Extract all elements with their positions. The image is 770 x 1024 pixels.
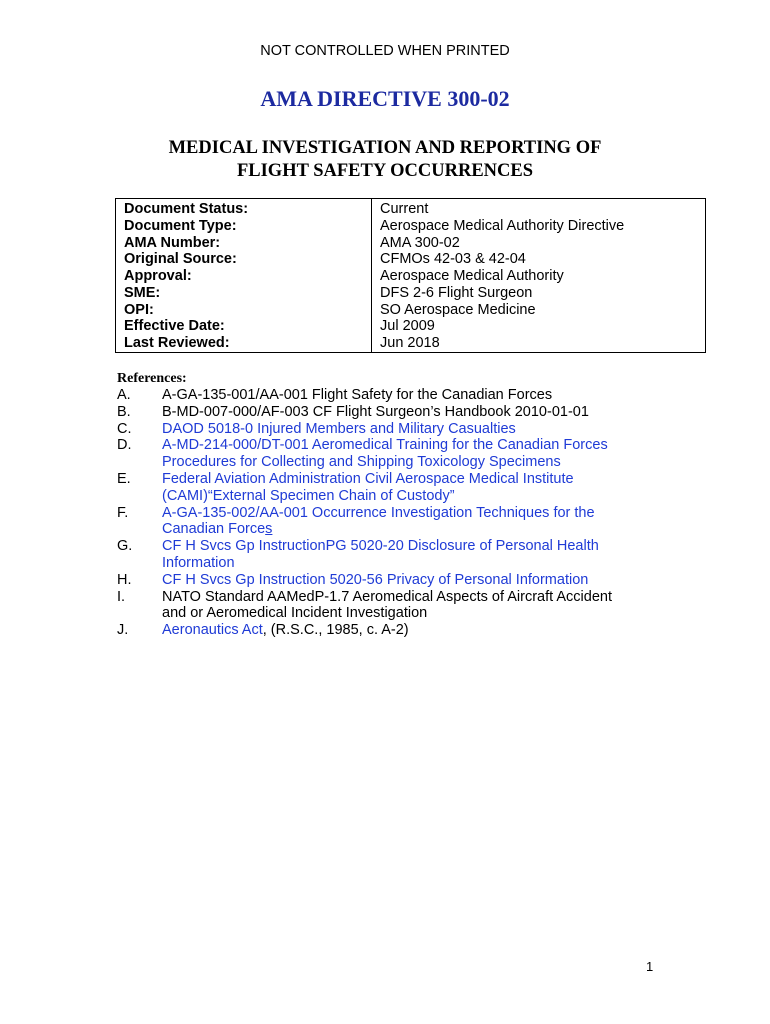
list-item [0,622,770,639]
reference-letter: J. [117,622,129,639]
row-value: Jun 2018 [380,335,440,351]
row-value: DFS 2-6 Flight Surgeon [380,285,533,301]
reference-link[interactable]: A-GA-135-002/AA-001 Occurrence Investigation Techniques for the [162,504,595,521]
row-value: Aerospace Medical Authority [380,268,564,284]
header-note: NOT CONTROLLED WHEN PRINTED [260,43,510,59]
row-label: Document Type: [124,218,237,234]
table-row [116,302,705,319]
row-value: SO Aerospace Medicine [380,302,536,318]
row-label: Last Reviewed: [124,335,230,351]
page-title: AMA DIRECTIVE 300-02 [260,86,510,111]
list-item [0,404,770,421]
reference-link[interactable]: Information [162,554,235,571]
list-item [0,538,770,572]
reference-link[interactable] [162,521,662,538]
document-status-table [115,198,706,353]
reference-text: B-MD-007-000/AF-003 CF Flight Surgeon’s Handbook 2010-01-01 [162,403,589,420]
row-label: SME: [124,285,161,301]
subtitle-line-1: MEDICAL INVESTIGATION AND REPORTING OF [168,138,602,158]
row-label: AMA Number: [124,235,221,251]
reference-link-text: Canadian Force [162,521,266,538]
table-row [116,218,705,235]
reference-link-text: s [265,521,273,538]
page-number: 1 [646,959,654,974]
table-row [116,235,705,252]
reference-link[interactable]: DAOD 5018-0 Injured Members and Military Casualties [162,420,516,437]
reference-link[interactable]: Federal Aviation Administration Civil Aerospace Medical Institute [162,470,574,487]
reference-letter: E. [117,470,131,487]
table-row [116,201,705,218]
reference-link[interactable]: (CAMI)“External Specimen Chain of Custody” [162,487,455,504]
row-label: OPI: [124,302,154,318]
references-list [0,387,770,639]
row-label: Document Status: [124,201,249,217]
row-value: Jul 2009 [380,318,435,334]
table-row [116,318,705,335]
row-label: Original Source: [124,251,237,267]
reference-letter: G. [117,538,133,555]
reference-link[interactable]: Aeronautics Act [162,622,263,639]
reference-letter: B. [117,403,131,420]
reference-letter: A. [117,387,131,403]
list-item [0,572,770,589]
reference-text: A-GA-135-001/AA-001 Flight Safety for the Canadian Forces [162,387,553,403]
list-item [0,589,770,623]
table-row [116,335,705,352]
reference-link[interactable]: CF H Svcs Gp Instruction 5020-56 Privacy of Personal Information [162,571,589,588]
list-item [0,437,770,471]
table-row [116,251,705,268]
list-item [0,421,770,438]
row-value: Aerospace Medical Authority Directive [380,218,625,234]
row-value: AMA 300-02 [380,235,460,251]
references-heading: References: [117,371,187,386]
row-value: Current [380,201,429,217]
reference-letter: C. [117,420,132,437]
reference-letter: H. [117,571,132,588]
reference-link[interactable]: Procedures for Collecting and Shipping Toxicology Specimens [162,454,561,471]
row-value: CFMOs 42-03 & 42-04 [380,251,526,267]
document-subtitle [0,137,770,183]
row-label: Effective Date: [124,318,225,334]
reference-letter: F. [117,504,129,521]
table-row [116,268,705,285]
reference-text: , (R.S.C., 1985, c. A-2) [262,622,409,639]
list-item [0,505,770,539]
reference-letter: D. [117,437,132,454]
subtitle-line-2: FLIGHT SAFETY OCCURRENCES [236,161,534,181]
table-row [116,285,705,302]
reference-text: NATO Standard AAMedP-1.7 Aeromedical Aspects of Aircraft Accident [162,588,612,605]
list-item [0,471,770,505]
reference-link[interactable]: A-MD-214-000/DT-001 Aeromedical Training for the Canadian Forces [162,437,608,454]
reference-link[interactable]: CF H Svcs Gp InstructionPG 5020-20 Disclosure of Personal Health [162,538,599,555]
reference-letter: I. [117,588,126,605]
reference-text: and or Aeromedical Incident Investigation [162,605,428,622]
list-item [0,387,770,404]
row-label: Approval: [124,268,192,284]
